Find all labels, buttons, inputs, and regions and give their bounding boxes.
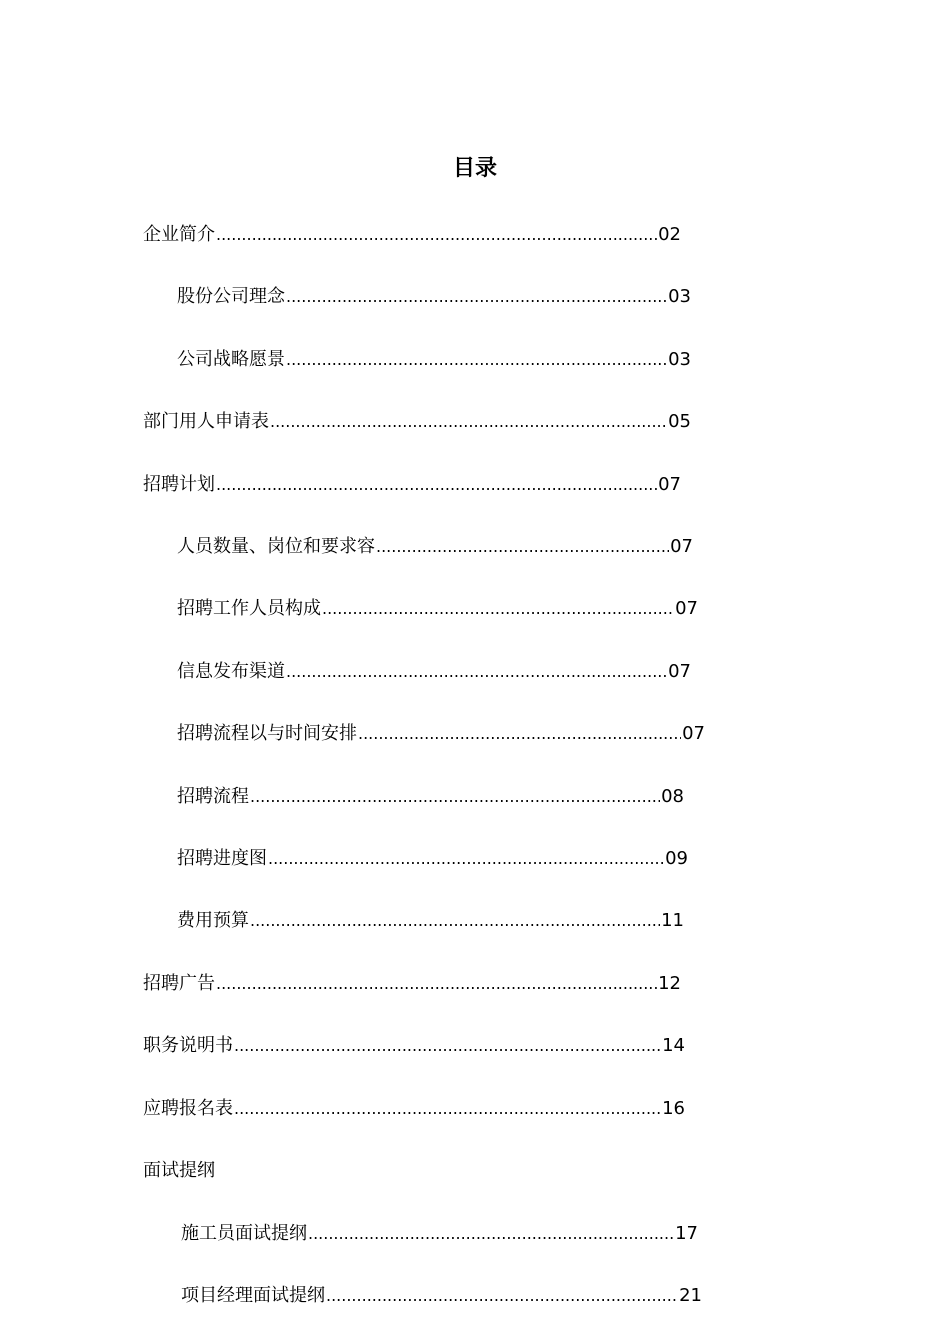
toc-leader-dots [216,471,657,499]
toc-entry-page-number: 07 [675,598,698,619]
toc-entry[interactable] [177,595,698,623]
toc-entry-page-number: 02 [658,224,681,245]
toc-leader-dots [250,783,660,811]
toc-entry[interactable] [177,283,691,311]
toc-entry-page-number: 05 [668,411,691,432]
toc-leader-dots [376,533,669,561]
toc-entry[interactable] [177,783,684,811]
toc-entry-label: 招聘计划 [143,474,215,495]
toc-entry-page-number: 21 [679,1285,702,1306]
toc-entry-label: 应聘报名表 [143,1098,233,1119]
toc-leader-dots [358,720,681,748]
toc-leader-dots [326,1282,678,1310]
toc-entry-label: 信息发布渠道 [177,661,285,682]
toc-entry-page-number: 07 [670,536,693,557]
toc-entry-page-number: 14 [662,1035,685,1056]
toc-entry[interactable] [177,907,684,935]
toc-heading-entry[interactable] [143,1157,343,1185]
toc-entry-page-number: 17 [675,1223,698,1244]
toc-entry-page-number: 11 [661,910,684,931]
toc-entry-label: 面试提纲 [143,1160,215,1181]
toc-entry[interactable] [143,221,681,249]
toc-leader-dots [250,907,660,935]
toc-entry-label: 公司战略愿景 [177,349,285,370]
toc-entry-page-number: 09 [665,848,688,869]
toc-entry-page-number: 07 [658,474,681,495]
toc-entry-label: 施工员面试提纲 [181,1223,307,1244]
toc-entry[interactable] [177,658,691,686]
toc-leader-dots [216,221,657,249]
toc-entry-page-number: 03 [668,286,691,307]
toc-title: 目录 [452,156,497,181]
toc-entry-label: 企业简介 [143,224,215,245]
toc-leader-dots [286,346,667,374]
toc-entry[interactable] [181,1282,702,1310]
toc-entry-label: 部门用人申请表 [143,411,269,432]
toc-entry-label: 招聘流程以与时间安排 [177,723,357,744]
toc-entry[interactable] [143,970,681,998]
toc-entry-label: 职务说明书 [143,1035,233,1056]
toc-entry-label: 招聘广告 [143,973,215,994]
toc-entry-label: 股份公司理念 [177,286,285,307]
toc-entry[interactable] [143,1095,685,1123]
toc-leader-dots [286,283,667,311]
toc-entry-page-number: 07 [668,661,691,682]
toc-entry[interactable] [177,720,705,748]
toc-entry-label: 人员数量、岗位和要求容 [177,536,375,557]
toc-entry[interactable] [143,471,681,499]
toc-leader-dots [286,658,667,686]
toc-entry[interactable] [177,845,688,873]
toc-entry-page-number: 08 [661,786,684,807]
toc-entry-page-number: 12 [658,973,681,994]
toc-entry[interactable] [143,408,691,436]
toc-entry[interactable] [143,1032,685,1060]
toc-entry-page-number: 16 [662,1098,685,1119]
toc-entry[interactable] [177,533,693,561]
toc-leader-dots [270,408,667,436]
toc-entry-label: 项目经理面试提纲 [181,1285,325,1306]
toc-leader-dots [216,970,657,998]
toc-leader-dots [322,595,674,623]
toc-entry-label: 招聘进度图 [177,848,267,869]
toc-leader-dots [234,1095,661,1123]
toc-entry-page-number: 03 [668,349,691,370]
toc-entry[interactable] [177,346,691,374]
toc-entry-label: 招聘流程 [177,786,249,807]
toc-entry-label: 招聘工作人员构成 [177,598,321,619]
toc-entry-label: 费用预算 [177,910,249,931]
toc-leader-dots [268,845,664,873]
toc-leader-dots [308,1220,674,1248]
toc-entry[interactable] [181,1220,698,1248]
toc-leader-dots [234,1032,661,1060]
toc-entry-page-number: 07 [682,723,705,744]
